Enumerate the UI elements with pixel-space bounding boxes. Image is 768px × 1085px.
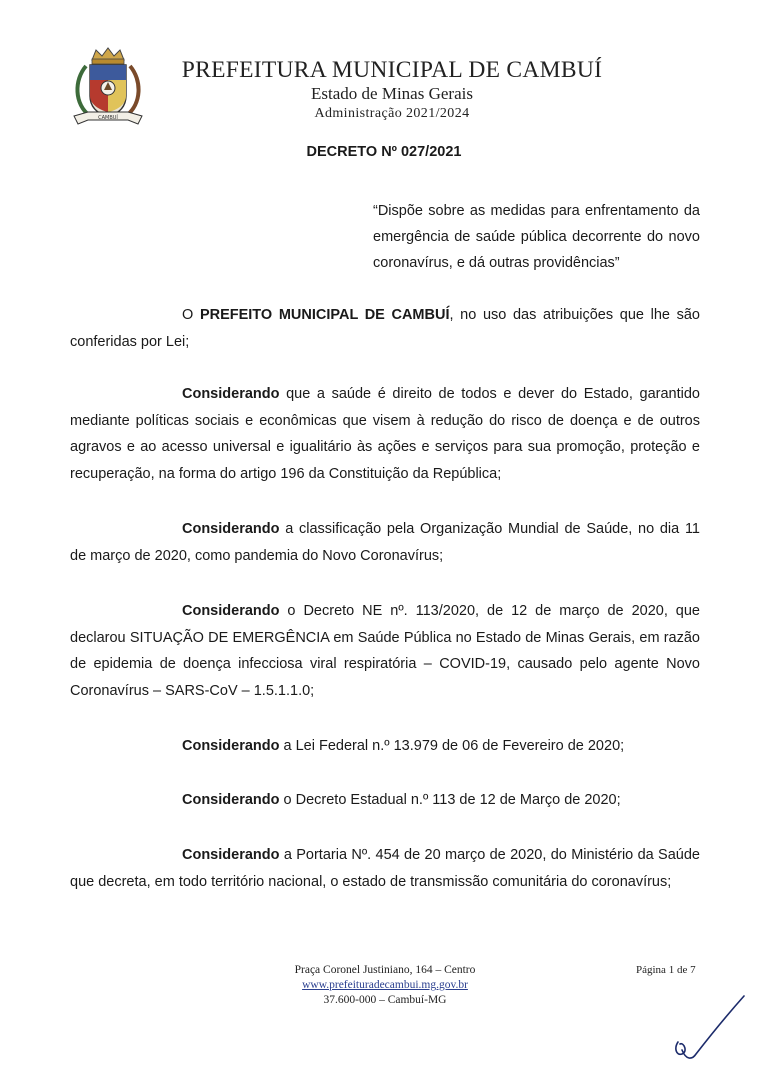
considerando-text: a Portaria Nº. 454 de 20 março de 2020, do Ministério da Saúde que decreta, em todo território nacional, o estado de transmissão comunitária do coronavírus; (70, 847, 700, 890)
preamble-after: , no uso das atribuições que lhe são conferidas por Lei; (70, 307, 700, 350)
footer-cep: 37.600-000 – Cambuí-MG (323, 994, 447, 1006)
considerando-keyword: Considerando (182, 847, 280, 863)
footer-website-link[interactable]: www.prefeituradecambui.mg.gov.br (302, 979, 468, 991)
considerando-paragraph (70, 787, 700, 814)
state-name: Estado de Minas Gerais (311, 84, 473, 103)
considerando-text: a classificação pela Organização Mundial de Saúde, no dia 11 de março de 2020, como pandemia do Novo Coronavírus; (70, 521, 700, 564)
considerando-text: o Decreto NE nº. 113/2020, de 12 de março de 2020, que declarou SITUAÇÃO DE EMERGÊNCIA em Saúde Pública no Estado de Minas Gerais, em razão de epidemia de doença infecciosa viral respiratória – COVID-19, causado pelo agente Novo Coronavírus – SARS-CoV – 1.5.1.1.0; (70, 603, 700, 699)
letterhead (162, 56, 622, 123)
administration-period: Administração 2021/2024 (314, 106, 470, 121)
considerando-text: o Decreto Estadual n.º 113 de 12 de Março de 2020; (279, 792, 621, 808)
municipality-title: PREFEITURA MUNICIPAL DE CAMBUÍ (181, 57, 603, 83)
considerando-paragraph (70, 842, 700, 895)
considerando-text: que a saúde é direito de todos e dever do Estado, garantido mediante políticas sociais e econômicas que visem à redução do risco de doença e de outros agravos e ao acesso universal e igualitário às ações e serviços para sua promoção, proteção e recuperação, na forma do artigo 196 da Constituição da República; (70, 386, 700, 482)
considerando-paragraph (70, 733, 700, 760)
page-footer (220, 963, 550, 1008)
handwritten-initials-icon (670, 990, 760, 1070)
decree-summary: “Dispõe sobre as medidas para enfrentamento da emergência de saúde pública decorrente do novo coronavírus, e dá outras providências” (373, 203, 700, 271)
considerando-keyword: Considerando (182, 386, 280, 402)
footer-address: Praça Coronel Justiniano, 164 – Centro (294, 964, 476, 976)
preamble-authority: PREFEITO MUNICIPAL DE CAMBUÍ (199, 307, 450, 323)
preamble-before: O (182, 307, 200, 323)
considerando-paragraph (70, 598, 700, 704)
preamble-paragraph (70, 302, 700, 355)
crest-label: CAMBUÍ (98, 115, 118, 121)
decree-title: DECRETO Nº 027/2021 (306, 144, 462, 160)
considerando-paragraph (70, 516, 700, 569)
considerando-text: a Lei Federal n.º 13.979 de 06 de Fevereiro de 2020; (279, 738, 625, 754)
considerando-keyword: Considerando (182, 792, 280, 808)
page-number: Página 1 de 7 (636, 964, 696, 976)
considerando-keyword: Considerando (182, 738, 280, 754)
considerando-keyword: Considerando (182, 521, 280, 537)
considerando-paragraph (70, 381, 700, 487)
considerando-keyword: Considerando (182, 603, 280, 619)
